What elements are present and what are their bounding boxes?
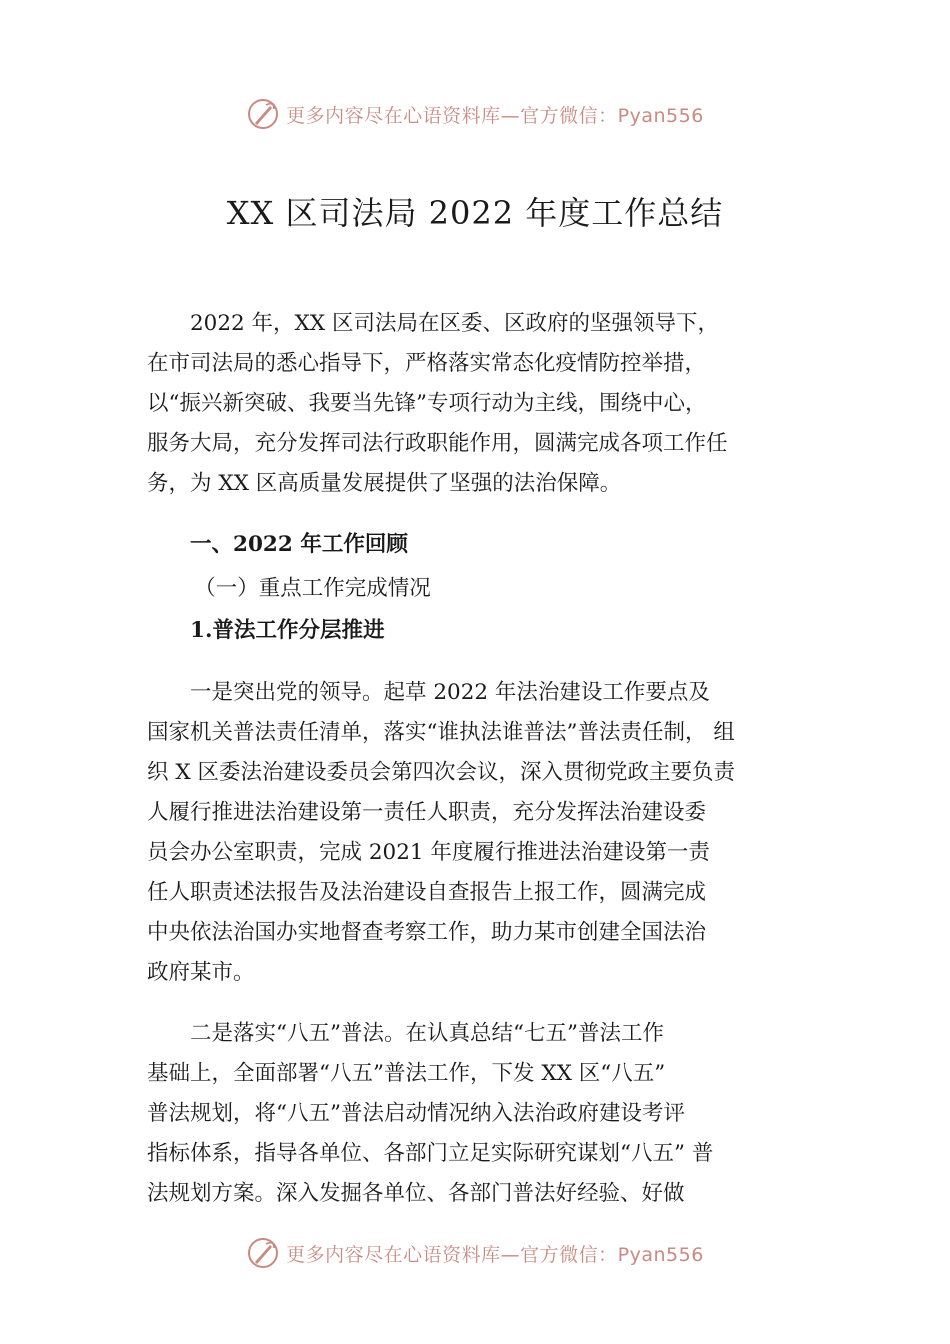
subsection-heading: （一）重点工作完成情况 [194, 576, 431, 601]
text-line: 一是突出党的领导。起草 2022 年法治建设工作要点及 [190, 679, 710, 705]
text-line: 中央依法治国办实地督查考察工作，助力某市创建全国法治 [147, 919, 707, 945]
text-line: 政府某市。 [147, 959, 255, 985]
body-paragraph-2 [147, 1014, 811, 1214]
text-line: 指标体系，指导各单位、各部门立足实际研究谋划“八五” 普 [147, 1141, 714, 1166]
text-line: 人履行推进法治建设第一责任人职责，充分发挥法治建设委 [147, 799, 707, 825]
text-line: 国家机关普法责任清单，落实“谁执法谁普法”普法责任制， 组 [147, 719, 735, 745]
section-heading: 一、2022 年工作回顾 [190, 532, 408, 557]
pen-feather-icon [246, 97, 280, 131]
text-line: 务，为 XX 区高质量发展提供了坚强的法治保障。 [147, 470, 622, 496]
text-line: 任人职责述法报告及法治建设自查报告上报工作，圆满完成 [147, 879, 707, 905]
text-line: 基础上，全面部署“八五”普法工作，下发 XX 区“八五” [147, 1061, 666, 1086]
text-line: 以“振兴新突破、我要当先锋”专项行动为主线，围绕中心， [147, 390, 707, 416]
text-line: 法规划方案。深入发掘各单位、各部门普法好经验、好做 [147, 1181, 685, 1206]
document-body [147, 282, 811, 1236]
watermark-text: 更多内容尽在心语资料库—官方微信：Pyan556 [286, 104, 704, 127]
watermark-text: 更多内容尽在心语资料库—官方微信：Pyan556 [286, 1243, 704, 1266]
watermark-header [0, 97, 950, 131]
pen-feather-icon [246, 1236, 280, 1270]
watermark-footer [0, 1236, 950, 1270]
document-title: XX 区司法局 2022 年度工作总结 [226, 194, 724, 232]
text-line: 服务大局，充分发挥司法行政职能作用，圆满完成各项工作任 [147, 430, 728, 456]
intro-paragraph [147, 304, 811, 504]
text-line: 二是落实“八五”普法。在认真总结“七五”普法工作 [190, 1021, 664, 1046]
body-paragraph-1 [147, 673, 811, 993]
text-line: 在市司法局的悉心指导下，严格落实常态化疫情防控举措， [147, 350, 707, 376]
text-line: 织 X 区委法治建设委员会第四次会议，深入贯彻党政主要负责 [147, 759, 735, 785]
text-line: 普法规划，将“八五”普法启动情况纳入法治政府建设考评 [147, 1101, 685, 1126]
text-line: 员会办公室职责，完成 2021 年度履行推进法治建设第一责 [147, 839, 710, 865]
item-heading: 1.普法工作分层推进 [190, 618, 385, 643]
text-line: 2022 年，XX 区司法局在区委、区政府的坚强领导下， [190, 310, 719, 336]
